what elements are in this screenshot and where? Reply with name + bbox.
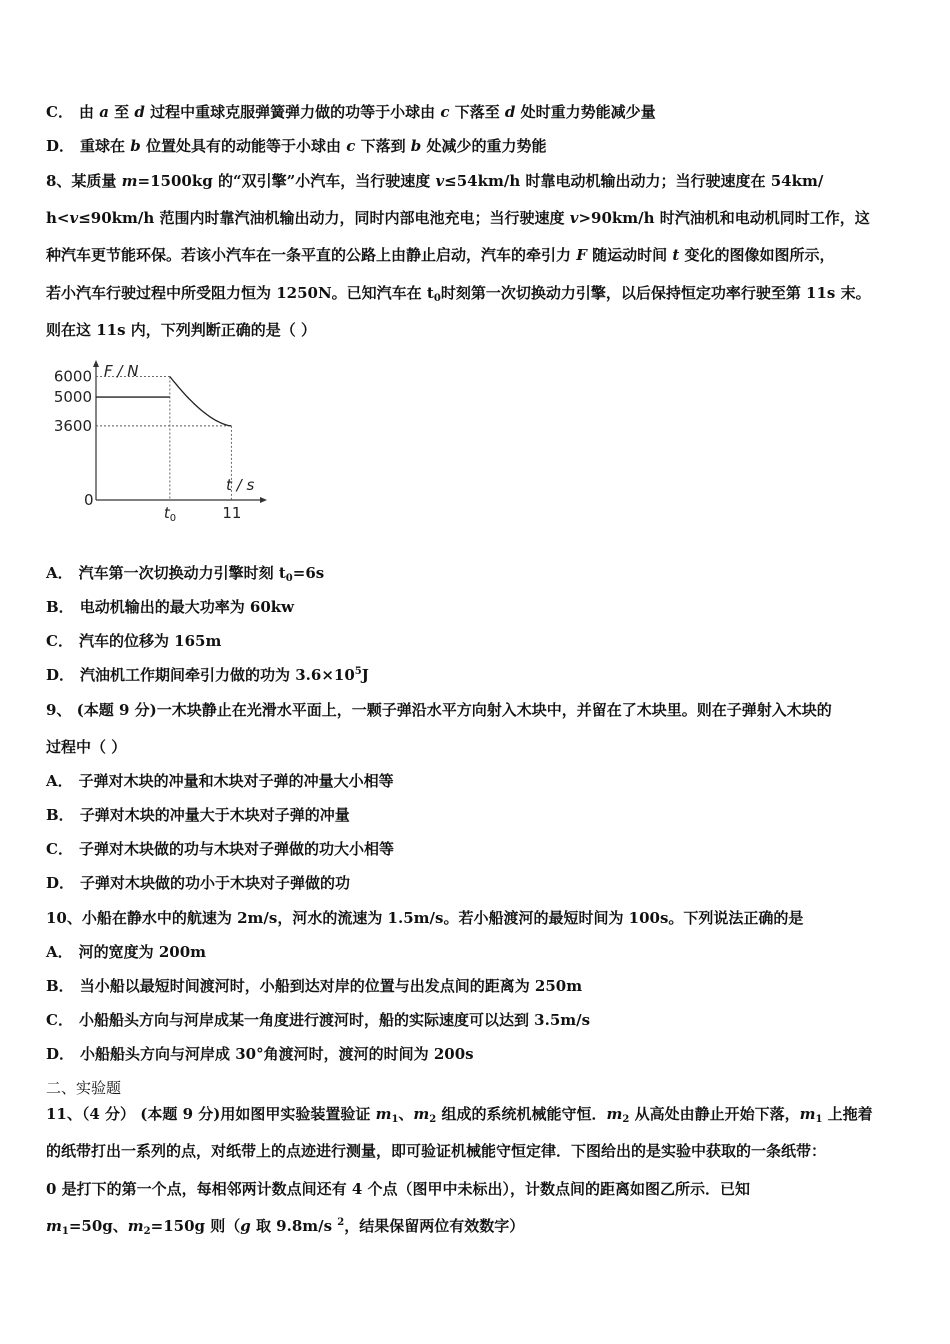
text: 由	[78, 103, 100, 121]
q10-option-c	[46, 1010, 590, 1030]
text: 从高处由静止开始下落，	[629, 1105, 800, 1123]
var: b	[130, 137, 141, 155]
text: ，结果保留两位有效数字）	[344, 1217, 525, 1235]
option-letter: C．	[46, 840, 73, 858]
var: c	[346, 137, 356, 155]
section-title: 二、实验题	[46, 1079, 122, 1097]
var: d	[134, 103, 145, 121]
text: 处时重力势能减少量	[515, 103, 656, 121]
text: 10、小船在静水中的航速为 2m/s，河水的流速为 1.5m/s。若小船渡河的最短时间为 100s。下列说法正确的是	[46, 909, 804, 927]
var: g	[240, 1217, 251, 1235]
text: 的纸带打出一系列的点，对纸带上的点迹进行测量，即可验证机械能守恒定律．下图给出的是实验中获取的一条纸带：	[46, 1142, 827, 1160]
subscript: 2	[429, 1114, 437, 1125]
var: m	[606, 1105, 623, 1123]
q8-stem-line-5	[46, 320, 316, 340]
q8-stem-line-3	[46, 245, 835, 265]
text: ≤54km/h 时靠电动机输出动力；当行驶速度在 54km/	[444, 172, 824, 190]
q10-option-d	[46, 1044, 474, 1064]
text: 汽车的位移为 165m	[78, 632, 222, 650]
text: 汽油机工作期间牵引力做的功为 3.6×10	[80, 666, 355, 684]
subscript: 1	[815, 1114, 823, 1125]
text: 重球在	[80, 137, 131, 155]
superscript: 5	[354, 666, 362, 677]
q9-option-d	[46, 873, 350, 893]
text: =6s	[292, 564, 325, 582]
text: 小船船头方向与河岸成某一角度进行渡河时，船的实际速度可以达到 3.5m/s	[78, 1011, 591, 1029]
origin-label: 0	[84, 491, 94, 509]
text: 0 是打下的第一个点，每相邻两计数点间还有 4 个点（图甲中未标出），计数点间的距离如图乙所示．已知	[46, 1180, 751, 1198]
option-letter: B．	[46, 806, 74, 824]
text: 下落到	[355, 137, 411, 155]
q8-stem-line-1	[46, 171, 823, 191]
text: 若小汽车行驶过程中所受阻力恒为 1250N。已知汽车在 t	[46, 284, 434, 302]
var: b	[410, 137, 422, 155]
text: 、	[398, 1105, 414, 1123]
q10-stem	[46, 908, 803, 928]
y-tick-label: 3600	[53, 416, 92, 435]
option-letter: D．	[46, 874, 75, 892]
var: v	[435, 172, 445, 190]
q8-option-c	[46, 631, 221, 651]
y-tick-label: 5000	[53, 388, 92, 407]
q8-option-b	[46, 597, 294, 617]
text: 电动机输出的最大功率为 60kw	[79, 598, 295, 616]
q10-option-b	[46, 976, 582, 996]
text: =1500kg 的“双引擎”小汽车，当行驶速度	[137, 172, 436, 190]
text: 组成的系统机械能守恒．	[436, 1105, 607, 1123]
q9-option-b	[46, 805, 350, 825]
q9-option-a	[46, 771, 394, 791]
text: =150g 则（	[150, 1217, 241, 1235]
option-letter: B．	[46, 598, 74, 616]
option-letter: B．	[46, 977, 74, 995]
q9-stem-line-1	[46, 700, 832, 720]
superscript: 2	[337, 1217, 345, 1228]
option-letter: D．	[46, 137, 75, 155]
text: 变化的图像如图所示，	[679, 246, 835, 264]
var: m	[127, 1217, 144, 1235]
text: 子弹对木块的冲量大于木块对子弹的冲量	[79, 806, 350, 824]
option-letter: C．	[46, 632, 73, 650]
option-letter: D．	[46, 666, 75, 684]
text: 9、 (本题 9 分)一木块静止在光滑水平面上，一颗子弹沿水平方向射入木块中，并留在了木块里。则在子弹射入木块的	[46, 701, 832, 719]
text: 种汽车更节能环保。若该小汽车在一条平直的公路上由静止启动，汽车的牵引力	[46, 246, 577, 264]
subscript: 0	[433, 293, 441, 304]
x-tick-subscript: 0	[169, 513, 177, 524]
q10-option-a	[46, 942, 206, 962]
option-letter: A．	[46, 564, 73, 582]
var: d	[504, 103, 516, 121]
q11-stem-line-2	[46, 1141, 826, 1161]
var: m	[46, 1217, 62, 1235]
text: 至	[108, 103, 135, 121]
q11-stem-line-1	[46, 1104, 873, 1124]
text: 位置处具有的动能等于小球由	[140, 137, 347, 155]
x-axis-label: t / s	[226, 476, 255, 494]
var: c	[440, 103, 450, 121]
var: v	[569, 209, 579, 227]
text: 小船船头方向与河岸成 30°角渡河时，渡河的时间为 200s	[80, 1045, 474, 1063]
q11-stem-line-3	[46, 1179, 750, 1199]
text: 过程中（ ）	[46, 738, 127, 756]
text: 随运动时间	[586, 246, 673, 264]
text: 则在这 11s 内，下列判断正确的是（ ）	[46, 321, 316, 339]
x-tick-label-t0: $t_0$	[163, 504, 177, 524]
q11-stem-line-4	[46, 1216, 524, 1236]
subscript: 2	[622, 1114, 630, 1125]
text: >90km/h 时汽油机和电动机同时工作，这	[578, 209, 870, 227]
text: 8、某质量	[46, 172, 122, 190]
y-axis-arrow	[93, 360, 99, 367]
q7-option-c	[46, 102, 656, 122]
var: m	[375, 1105, 392, 1123]
y-tick-label: 6000	[53, 367, 92, 386]
text: J	[361, 666, 369, 684]
force-time-graph	[46, 355, 276, 525]
text: =50g、	[68, 1217, 128, 1235]
text: 河的宽度为 200m	[78, 943, 207, 961]
option-letter: D．	[46, 1045, 75, 1063]
text: 取 9.8m/s	[250, 1217, 338, 1235]
var: v	[69, 209, 79, 227]
text: 过程中重球克服弹簧弹力做的功等于小球由	[144, 103, 441, 121]
var: m	[121, 172, 138, 190]
q9-option-c	[46, 839, 394, 859]
y-axis-label: F / N	[104, 362, 139, 380]
text: h<	[46, 209, 70, 227]
subscript: 1	[61, 1226, 69, 1237]
text: 当小船以最短时间渡河时，小船到达对岸的位置与出发点间的距离为 250m	[79, 977, 583, 995]
x-tick-label-11: 11	[222, 504, 242, 522]
option-letter: A．	[46, 772, 73, 790]
text: 11、（4 分） (本题 9 分)用如图甲实验装置验证	[46, 1105, 376, 1123]
q9-stem-line-2	[46, 737, 126, 757]
text: 处减少的重力势能	[421, 137, 547, 155]
q8-stem-line-4	[46, 283, 871, 303]
subscript: 2	[143, 1226, 151, 1237]
text: 下落至	[449, 103, 505, 121]
text: 子弹对木块做的功与木块对子弹做的功大小相等	[78, 840, 394, 858]
text: 时刻第一次切换动力引擎，以后保持恒定功率行驶至第 11s 末。	[440, 284, 871, 302]
var: a	[99, 103, 109, 121]
subscript: 0	[285, 573, 293, 584]
text: 上拖着	[822, 1105, 873, 1123]
option-letter: C．	[46, 1011, 73, 1029]
var: F	[576, 246, 587, 264]
subscript: 1	[391, 1114, 399, 1125]
var: m	[413, 1105, 430, 1123]
option-letter: A．	[46, 943, 73, 961]
text: 子弹对木块做的功小于木块对子弹做的功	[80, 874, 351, 892]
option-letter: C．	[46, 103, 73, 121]
q8-stem-line-2	[46, 208, 870, 228]
text: ≤90km/h 范围内时靠汽油机输出动力，同时内部电池充电；当行驶速度	[78, 209, 570, 227]
q8-option-d	[46, 665, 369, 685]
segment-constant-power	[170, 377, 232, 426]
var: m	[799, 1105, 816, 1123]
text: 子弹对木块的冲量和木块对子弹的冲量大小相等	[78, 772, 394, 790]
x-axis-arrow	[260, 497, 267, 503]
text: 汽车第一次切换动力引擎时刻 t	[78, 564, 286, 582]
q8-option-a	[46, 563, 324, 583]
q7-option-d	[46, 136, 547, 156]
var: t	[672, 246, 680, 264]
